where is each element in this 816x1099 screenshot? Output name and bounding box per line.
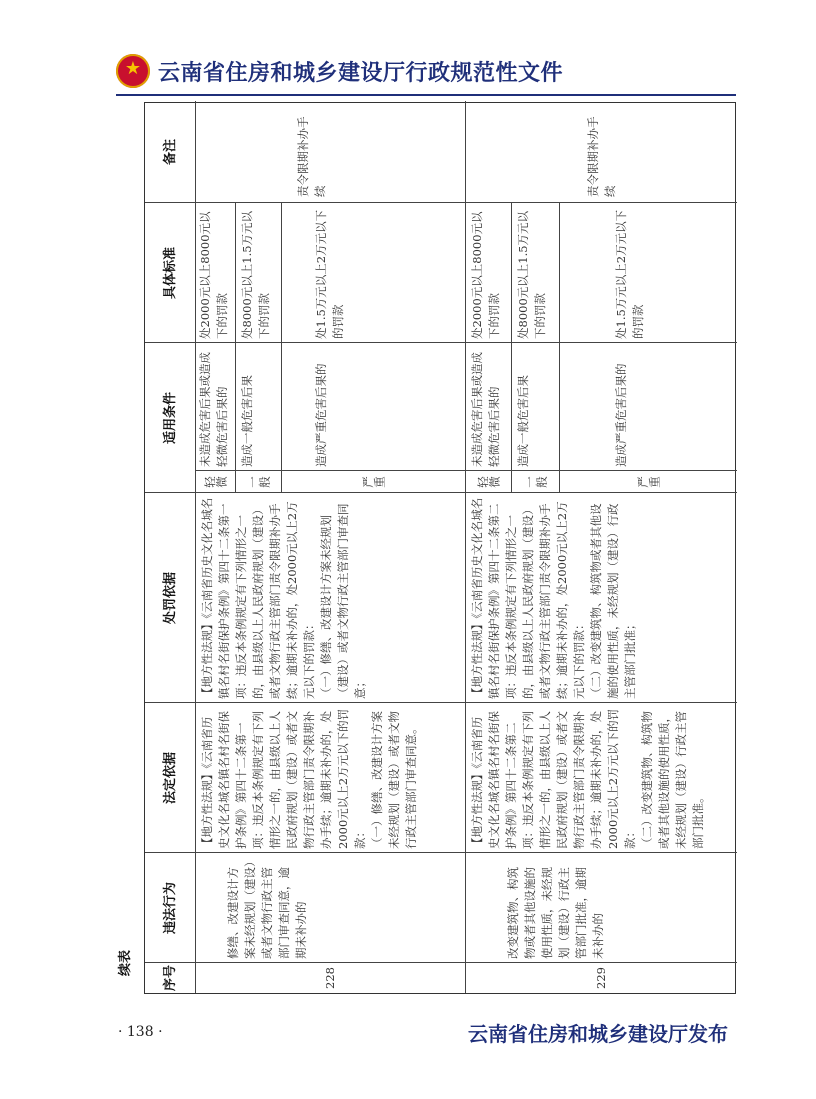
row-229-legal: 【地方性法规】《云南省历史文化名城名镇名村名街保护条例》第四十二条第二项：违反本条例规定有下列情形之一的，由县级以上人民政府规划（建设）或者文物行政主管部门责令限期补办手续；逾期未补办的，处2000元以上2万元以下的罚款： （二）改变建筑物、构筑物或者其他设施的使用性质，未经规划（建设）行政主管部门批准。 — [470, 708, 705, 849]
row-229-act: 改变建筑物、构筑物或者其他设施的使用性质，未经规划（建设）行政主管部门批准，逾期未补办的 — [506, 867, 605, 959]
header-condition: 适用条件 — [162, 392, 178, 445]
row-228-standard-light: 处2000元以上8000元以下的罚款 — [198, 211, 229, 339]
row-228-level-severe: 严重 — [361, 475, 385, 489]
document-header — [116, 54, 563, 88]
document-title: 云南省住房和城乡建设厅行政规范性文件 — [158, 60, 564, 86]
row-228-seq: 228 — [323, 967, 337, 989]
grid-line — [195, 470, 737, 471]
row-229-condition-light: 未造成危害后果或造成轻微危害后果的 — [470, 352, 501, 467]
row-229-level-general: 一般 — [523, 475, 547, 489]
grid-line — [559, 203, 560, 493]
row-229-standard-general: 处8000元以上1.5万元以下的罚款 — [516, 210, 547, 339]
header-legal: 法定依据 — [162, 752, 178, 805]
row-228-act: 修缮、改建设计方案未经规划（建设）或者文物行政主管部门审查同意，逾期未补办的 — [226, 861, 308, 959]
grid-line — [195, 101, 196, 993]
header-penalty: 处罚依据 — [162, 572, 178, 625]
grid-line — [465, 101, 466, 993]
row-228-level-general: 一般 — [246, 475, 270, 489]
row-229-seq: 229 — [594, 967, 608, 989]
row-229-standard-severe: 处1.5万元以上2万元以下的罚款 — [614, 209, 645, 339]
grid-line — [145, 852, 737, 853]
row-229-level-light: 轻微 — [476, 475, 500, 489]
grid-line — [145, 702, 737, 703]
header-rule — [116, 94, 736, 96]
row-229-remarks: 责令限期补办手续 — [586, 116, 617, 197]
publisher-footer: 云南省住房和城乡建设厅发布 — [468, 1022, 728, 1046]
rotated-table-wrapper — [144, 102, 736, 994]
row-228-penalty: 【地方性法规】《云南省历史文化名城名镇名村名街保护条例》第四十二条第一项：违反本条例规定有下列情形之一的，由县级以上人民政府规划（建设）或者文物行政主管部门责令限期补办手续；逾期未补办的，处2000元以上2万元以下的罚款： （一）修缮、改建设计方案未经规划（建设）或者文物行政主管部门审查同意； — [200, 497, 367, 699]
row-228-standard-general: 处8000元以上1.5万元以下的罚款 — [240, 210, 271, 339]
row-229-standard-light: 处2000元以上8000元以下的罚款 — [470, 211, 501, 339]
page-number: · 138 · — [118, 1024, 163, 1040]
header-seq: 序号 — [162, 965, 178, 992]
grid-line — [145, 202, 737, 203]
grid-line — [511, 203, 512, 493]
grid-line — [145, 342, 737, 343]
grid-line — [235, 203, 236, 493]
row-229-level-severe: 严重 — [636, 475, 660, 489]
header-remarks: 备注 — [162, 139, 178, 166]
row-228-level-light: 轻微 — [203, 475, 227, 489]
header-standard: 具体标准 — [162, 247, 178, 300]
row-228-condition-severe: 造成严重危害后果的 — [314, 363, 328, 467]
header-act: 违法行为 — [162, 882, 178, 935]
grid-line — [145, 962, 737, 963]
row-229-condition-general: 造成一般危害后果 — [516, 375, 530, 467]
national-emblem-icon — [116, 54, 150, 88]
row-228-condition-general: 造成一般危害后果 — [240, 375, 254, 467]
row-229-penalty: 【地方性法规】《云南省历史文化名城名镇名村名街保护条例》第四十二条第二项：违反本条例规定有下列情形之一的，由县级以上人民政府规划（建设）或者文物行政主管部门责令限期补办手续；逾期未补办的，处2000元以上2万元以下的罚款： （二）改变建筑物、构筑物或者其他设施的使用性质，未经规划（建设）行政主管部门批准； — [470, 497, 637, 699]
grid-line — [145, 492, 737, 493]
row-228-legal: 【地方性法规】《云南省历史文化名城名镇名村名街保护条例》第四十二条第一项：违反本条例规定有下列情形之一的，由县级以上人民政府规划（建设）或者文物行政主管部门责令限期补办手续；逾期未补办的，处2000元以上2万元以下的罚款： （一）修缮、改建设计方案未经规划（建设）或者文物行政主管部门审查同意。 — [200, 708, 418, 849]
penalty-table — [144, 102, 736, 994]
continued-label: 续表 — [118, 949, 133, 976]
grid-line — [281, 203, 282, 493]
row-228-remarks: 责令限期补办手续 — [296, 116, 327, 197]
row-228-condition-light: 未造成危害后果或造成轻微危害后果的 — [198, 352, 229, 467]
row-229-condition-severe: 造成严重危害后果的 — [614, 363, 628, 467]
row-228-standard-severe: 处1.5万元以上2万元以下的罚款 — [314, 209, 345, 339]
